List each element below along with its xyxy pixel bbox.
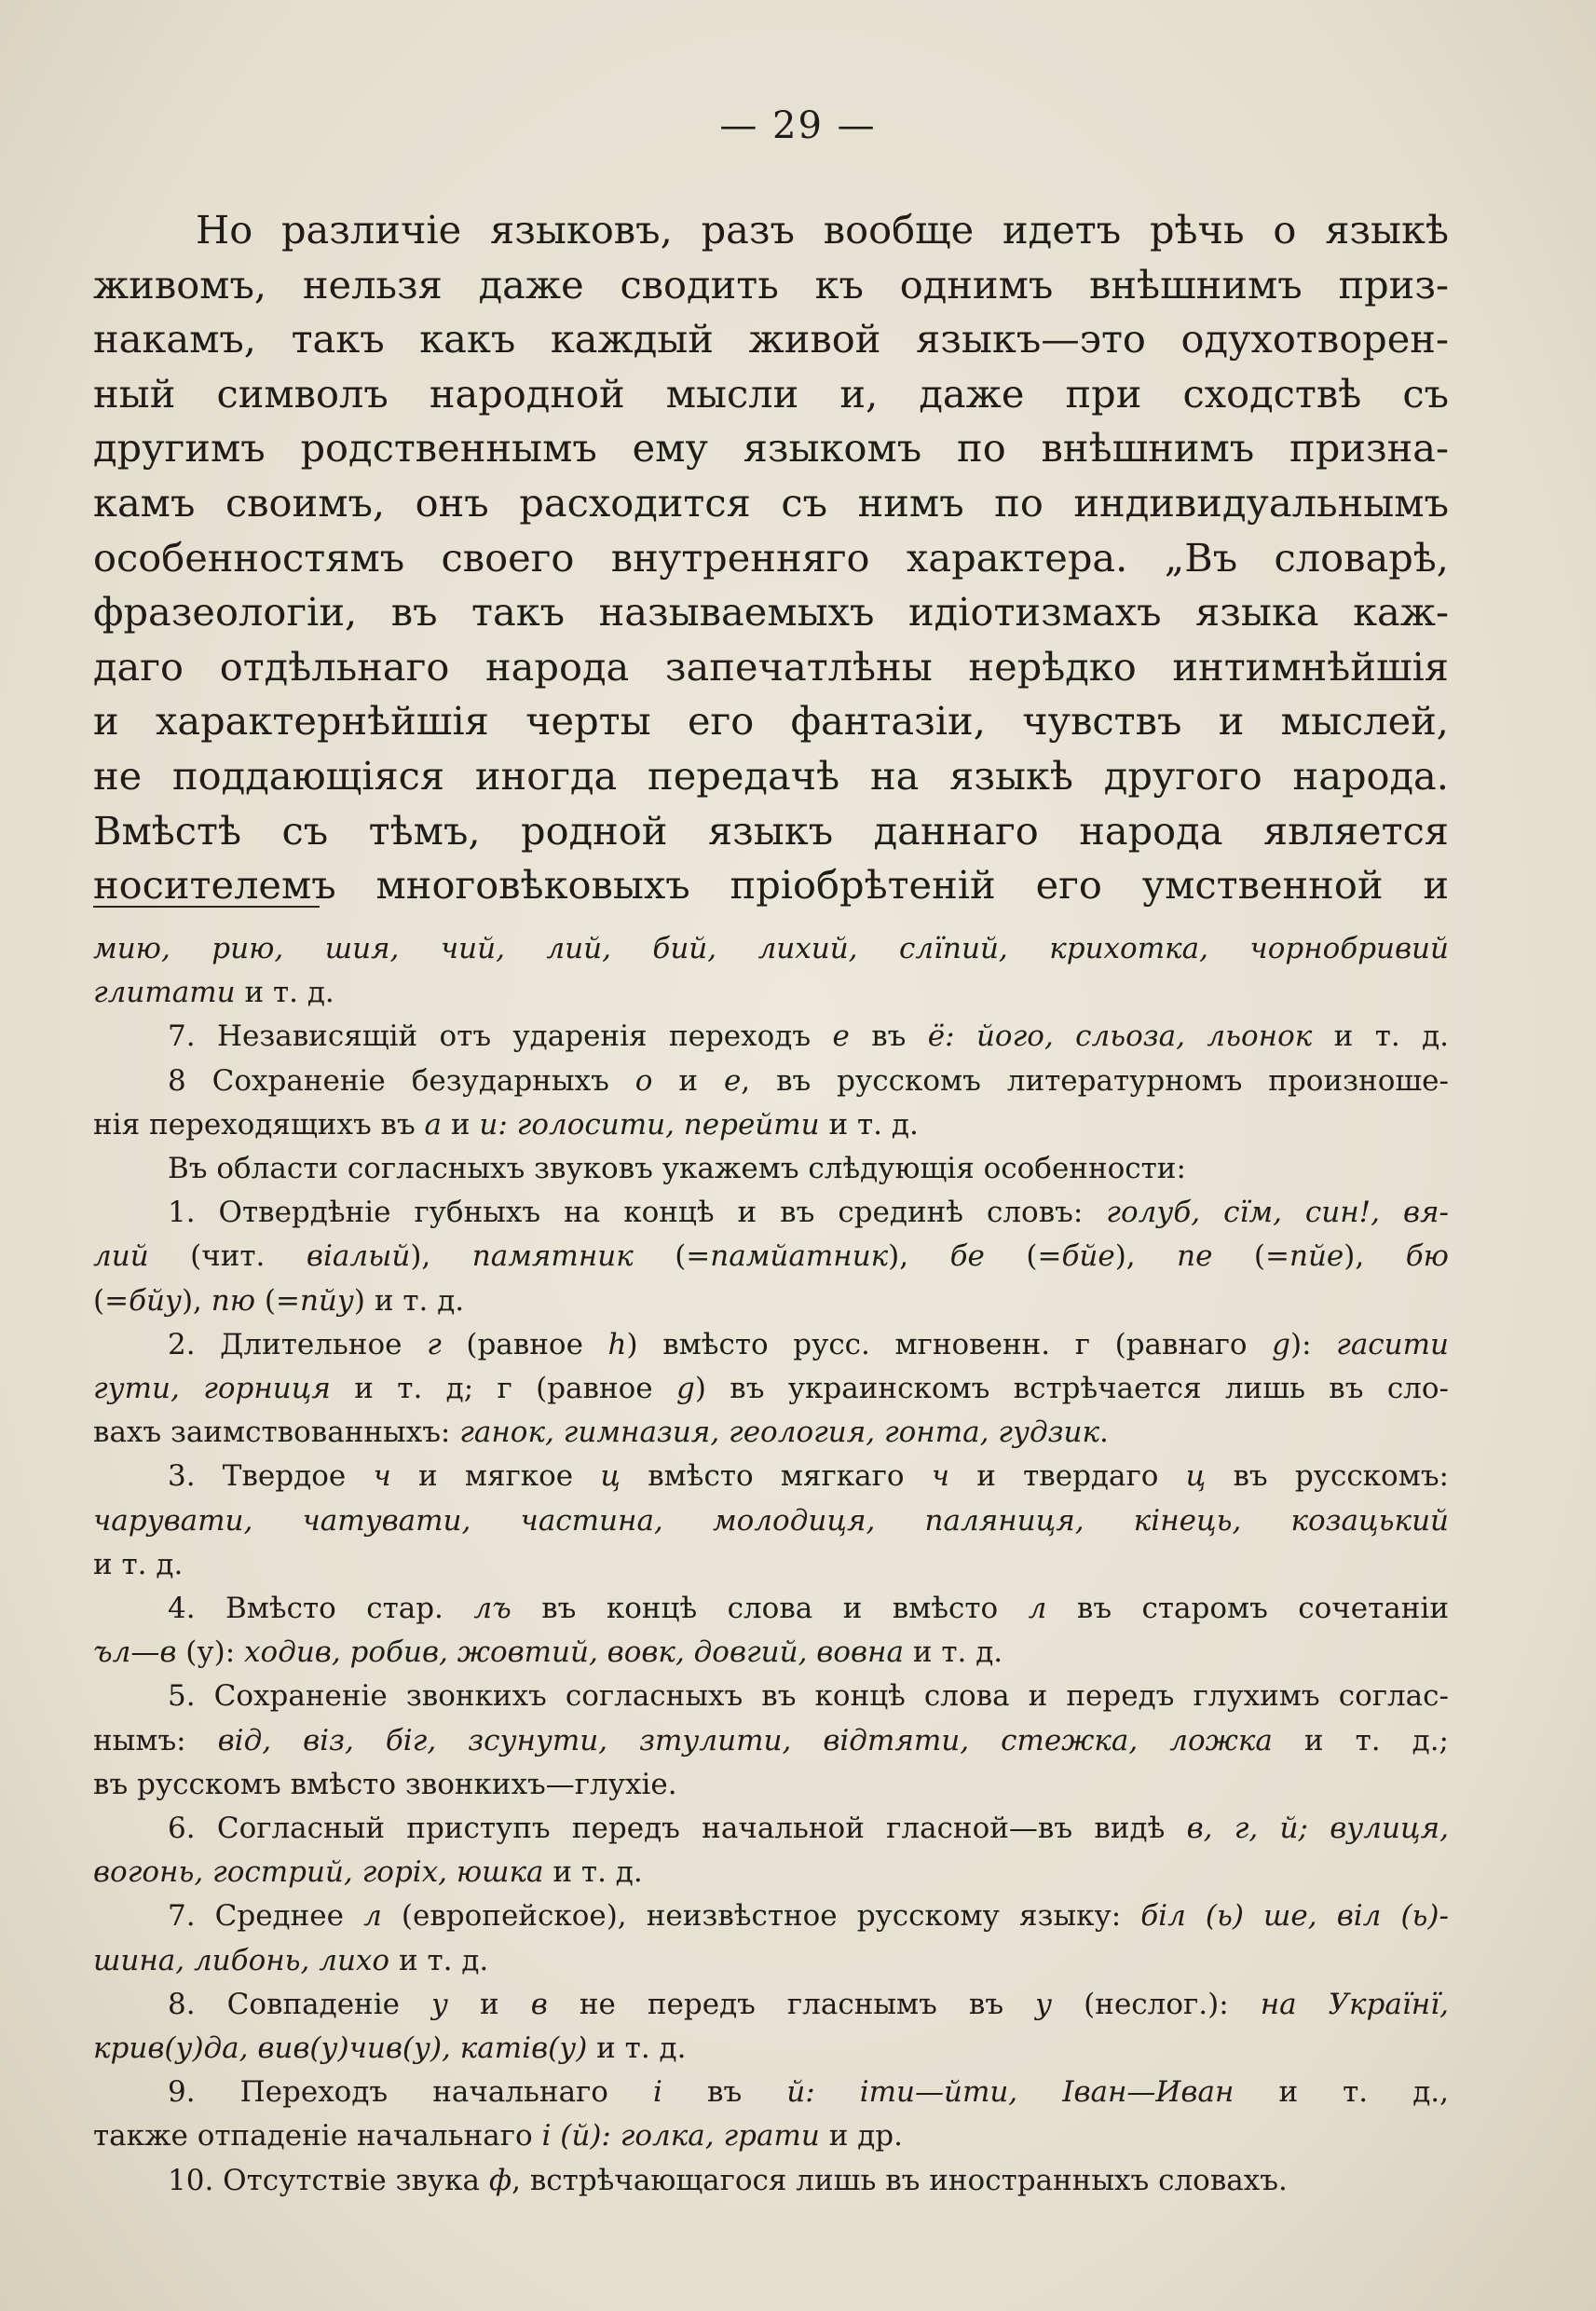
footnote-divider [93, 906, 320, 908]
note-line [93, 2027, 1449, 2071]
text-line: фразеологіи, въ такъ называемыхъ идіотизмахъ языка каж- [93, 589, 1449, 636]
note-text: 7. Независящій отъ ударенія переходъ [168, 1019, 833, 1054]
cons-item-5 [93, 1675, 1449, 1718]
cons-item-8 [93, 1983, 1449, 2027]
example-words: ъл—в [93, 1635, 177, 1670]
text-line: носителемъ многовѣковыхъ пріобрѣтеній его умственной и [93, 862, 1449, 909]
example-words: бйу [129, 1283, 182, 1318]
example-words: ф [488, 2163, 512, 2197]
note-text: (= [255, 1283, 300, 1318]
text-line: другимъ родственнымъ ему языкомъ по внѣшнимъ призна- [93, 425, 1449, 472]
example-words: бйе [1061, 1239, 1115, 1274]
note-text: (= [93, 1283, 130, 1318]
note-item-8 [93, 1060, 1449, 1103]
note-text: и др. [819, 2119, 903, 2154]
note-text: и [652, 1063, 724, 1098]
note-text: 5. Сохраненіе звонкихъ согласныхъ въ концѣ слова и передъ глухимъ соглас- [168, 1679, 1449, 1714]
note-text: ) въ украинскомъ встрѣчается лишь въ сло- [694, 1372, 1450, 1406]
note-text: не передъ гласнымъ въ [547, 1987, 1036, 2021]
page-number: — 29 — [719, 104, 877, 147]
example-words: ё: його, сльоза, льонок [927, 1019, 1313, 1054]
note-text: ): [1290, 1327, 1337, 1361]
note-line [93, 1411, 1449, 1455]
note-text: , встрѣчающагося лишь въ иностранныхъ словахъ. [512, 2163, 1288, 2197]
example-words: пе [1177, 1239, 1213, 1274]
example-words: у [1035, 1987, 1053, 2021]
example-words: ч [373, 1459, 391, 1494]
main-text [93, 203, 1449, 913]
note-line [93, 1939, 1449, 1983]
text-line: особенностямъ своего внутренняго характера. „Въ словарѣ, [93, 534, 1449, 581]
example-words: и: голосити, перейти [479, 1107, 820, 1142]
note-text: и твердаго [949, 1459, 1186, 1494]
note-text: 8. Совпаденіе [168, 1987, 431, 2021]
example-words: в [530, 1987, 548, 2021]
note-text: и т. д. [1312, 1019, 1450, 1054]
note-text: въ [849, 1019, 928, 1054]
note-text: и т. д. [903, 1635, 1003, 1670]
cons-item-10 [93, 2159, 1449, 2203]
example-words: л [1028, 1592, 1047, 1626]
note-text: (= [984, 1239, 1062, 1274]
example-words: і (й): голка, грати [541, 2119, 820, 2154]
cons-item-6 [93, 1807, 1449, 1851]
note-text: и т. д. [235, 976, 334, 1010]
example-words: h [607, 1327, 627, 1361]
cons-item-1 [93, 1191, 1449, 1235]
note-text: въ концѣ слова и вмѣсто [511, 1592, 1029, 1626]
note-text: 2. Длительное [168, 1327, 428, 1361]
cons-item-9 [93, 2071, 1449, 2114]
example-words: ганок, гимназия, геология, гонта, гудзик [459, 1415, 1099, 1450]
example-words: е [723, 1063, 742, 1098]
note-text: (= [1212, 1239, 1289, 1274]
note-text: (неслог.): [1052, 1987, 1261, 2021]
note-line [93, 1719, 1449, 1763]
example-words: бю [1405, 1239, 1449, 1274]
note-text: и т. д. [587, 2031, 687, 2066]
note-text: 4. Вмѣсто стар. [168, 1592, 474, 1626]
example-words: й: іти—йти, Іван—Иван [786, 2075, 1235, 2110]
note-text: ), [888, 1239, 950, 1274]
cons-item-3 [93, 1455, 1449, 1498]
note-text: ) и т. д. [353, 1283, 465, 1318]
note-text: и мягкое [390, 1459, 601, 1494]
example-words: на Украïнї, [1260, 1987, 1449, 2021]
note-text: въ русскомъ: [1206, 1459, 1449, 1494]
example-words: глитати [93, 976, 236, 1010]
example-words: гути, горниця [93, 1372, 331, 1406]
example-words: від, віз, біг, зсунути, зтулити, відтяти, стежка, ложка [217, 1723, 1273, 1757]
example-words: і [653, 2075, 662, 2110]
example-words: е [832, 1019, 850, 1054]
text-line: не поддающіяся иногда передачѣ на языкѣ другого народа. [93, 752, 1449, 799]
text-line: Но различіе языковъ, разъ вообще идетъ рѣчь о языкѣ [196, 207, 1449, 253]
example-words: g [1272, 1327, 1290, 1361]
example-words: о [634, 1063, 653, 1098]
note-text: 6. Согласный приступъ передъ начальной гласной—въ видѣ [168, 1812, 1187, 1846]
note-text: 1. Отвердѣніе губныхъ на концѣ и въ срединѣ словъ: [168, 1196, 1107, 1230]
example-words: ц [1185, 1459, 1207, 1494]
note-line [93, 1279, 1449, 1323]
example-words: памятник [471, 1239, 634, 1274]
example-words: бе [949, 1239, 985, 1274]
note-line [93, 971, 1449, 1015]
example-words: пю [211, 1283, 256, 1318]
note-text: , въ русскомъ литературномъ произноше- [741, 1063, 1449, 1098]
note-text: 7. Среднее [168, 1899, 364, 1934]
note-text: 3. Твердое [168, 1459, 374, 1494]
note-line [93, 1103, 1449, 1147]
example-words: ц [600, 1459, 621, 1494]
text-line: и характернѣйшія черты его фантазіи, чувствъ и мыслей, [93, 698, 1449, 745]
example-words: пйе [1289, 1239, 1344, 1274]
note-text: нія переходящихъ въ [93, 1107, 425, 1142]
note-line [93, 2114, 1449, 2158]
text-line: живомъ, нельзя даже сводить къ однимъ внѣшнимъ приз- [93, 261, 1449, 308]
example-words: памйатник [710, 1239, 889, 1274]
note-line [93, 1499, 1449, 1543]
note-text: и [442, 1107, 480, 1142]
note-text: (у): [176, 1635, 245, 1670]
note-text: (равное [441, 1327, 608, 1361]
note-text: также отпаденіе начальнаго [93, 2119, 542, 2154]
note-text: въ [662, 2075, 787, 2110]
text-line: Вмѣстѣ съ тѣмъ, родной языкъ даннаго народа является [93, 807, 1449, 854]
text-line: ный символъ народной мысли и, даже при сходствѣ съ [93, 370, 1449, 417]
note-text: ), [1344, 1239, 1406, 1274]
cons-item-4 [93, 1587, 1449, 1631]
consonants-intro: Въ области согласныхъ звуковъ укажемъ слѣдующія особенности: [168, 1152, 1186, 1186]
cons-item-2 [93, 1323, 1449, 1367]
note-text: и т. д. [389, 1943, 489, 1977]
footnotes [93, 927, 1449, 2203]
note-line [93, 1543, 1449, 1587]
note-text: и т. д., [1234, 2075, 1450, 2110]
note-line [93, 927, 1449, 971]
note-text: ), [1114, 1239, 1178, 1274]
example-words: крив(у)да, вив(у)чив(у), катів(у) [93, 2031, 588, 2066]
note-text: ), [181, 1283, 211, 1318]
note-text: и [447, 1987, 531, 2021]
note-text: и т. д. [93, 1547, 184, 1581]
note-item-7 [93, 1015, 1449, 1059]
example-words: шина, либонь, лихо [93, 1943, 390, 1977]
note-text: вахъ заимствованныхъ: [93, 1415, 460, 1450]
example-words: віалый [306, 1239, 411, 1274]
note-line [93, 1851, 1449, 1894]
note-line [93, 1631, 1449, 1675]
example-words: біл (ь) ше, віл (ь)- [1140, 1899, 1449, 1934]
note-text: (европейское), неизвѣстное русскому языку: [381, 1899, 1141, 1934]
example-words: мию, рию, шия, чий, лий, бий, лихий, слїпий, крихотка, чорнобривий [93, 932, 1449, 965]
note-text: и т. д. [819, 1107, 919, 1142]
example-words: ходив, робив, жовтий, вовк, довгий, вовна [244, 1635, 904, 1670]
note-text: и т. д. [543, 1855, 643, 1890]
example-words: пйу [299, 1283, 354, 1318]
example-words: г [427, 1327, 442, 1361]
example-words: g [676, 1372, 695, 1406]
example-words: голуб, сїм, син!, вя- [1106, 1196, 1449, 1230]
note-line [93, 1367, 1449, 1411]
note-text: въ русскомъ вмѣсто звонкихъ—глухіе. [93, 1767, 677, 1801]
example-words: лий [93, 1239, 149, 1274]
example-words: у [431, 1987, 448, 2021]
example-words: л [363, 1899, 382, 1934]
text-line: накамъ, такъ какъ каждый живой языкъ—это одухотворен- [93, 316, 1449, 362]
note-text: 10. Отсутствіе звука [168, 2163, 489, 2197]
note-text: (= [633, 1239, 711, 1274]
note-text: и т. д; г (равное [330, 1372, 676, 1406]
note-line [93, 1235, 1449, 1279]
example-words: лъ [473, 1592, 512, 1626]
example-words: чарувати, чатувати, частина, молодиця, паляниця, кінець, козацький [93, 1503, 1449, 1538]
text-line: даго отдѣльнаго народа запечатлѣны нерѣдко интимнѣйшія [93, 643, 1449, 690]
cons-item-7 [93, 1894, 1449, 1938]
text-line: камъ своимъ, онъ расходится съ нимъ по индивидуальнымъ [93, 479, 1449, 526]
note-line [93, 1763, 1449, 1807]
note-text: 8 Сохраненіе безударныхъ [168, 1063, 635, 1098]
note-text: . [1099, 1415, 1109, 1450]
note-text: и т. д.; [1272, 1723, 1449, 1757]
example-words: гасити [1336, 1327, 1449, 1361]
example-words: вогонь, гострий, горіх, юшка [93, 1855, 544, 1890]
note-text: (чит. [148, 1239, 307, 1274]
example-words: а [424, 1107, 443, 1142]
note-text: 9. Переходъ начальнаго [168, 2075, 654, 2110]
note-text: въ старомъ сочетаніи [1046, 1592, 1449, 1626]
example-words: в, г, й; вулиця, [1186, 1812, 1449, 1846]
note-text: нымъ: [93, 1723, 218, 1757]
example-words: ч [931, 1459, 950, 1494]
note-text: ), [410, 1239, 472, 1274]
note-text: вмѣсто мягкаго [620, 1459, 932, 1494]
note-text: ) вмѣсто русс. мгновенн. г (равнаго [626, 1327, 1273, 1361]
